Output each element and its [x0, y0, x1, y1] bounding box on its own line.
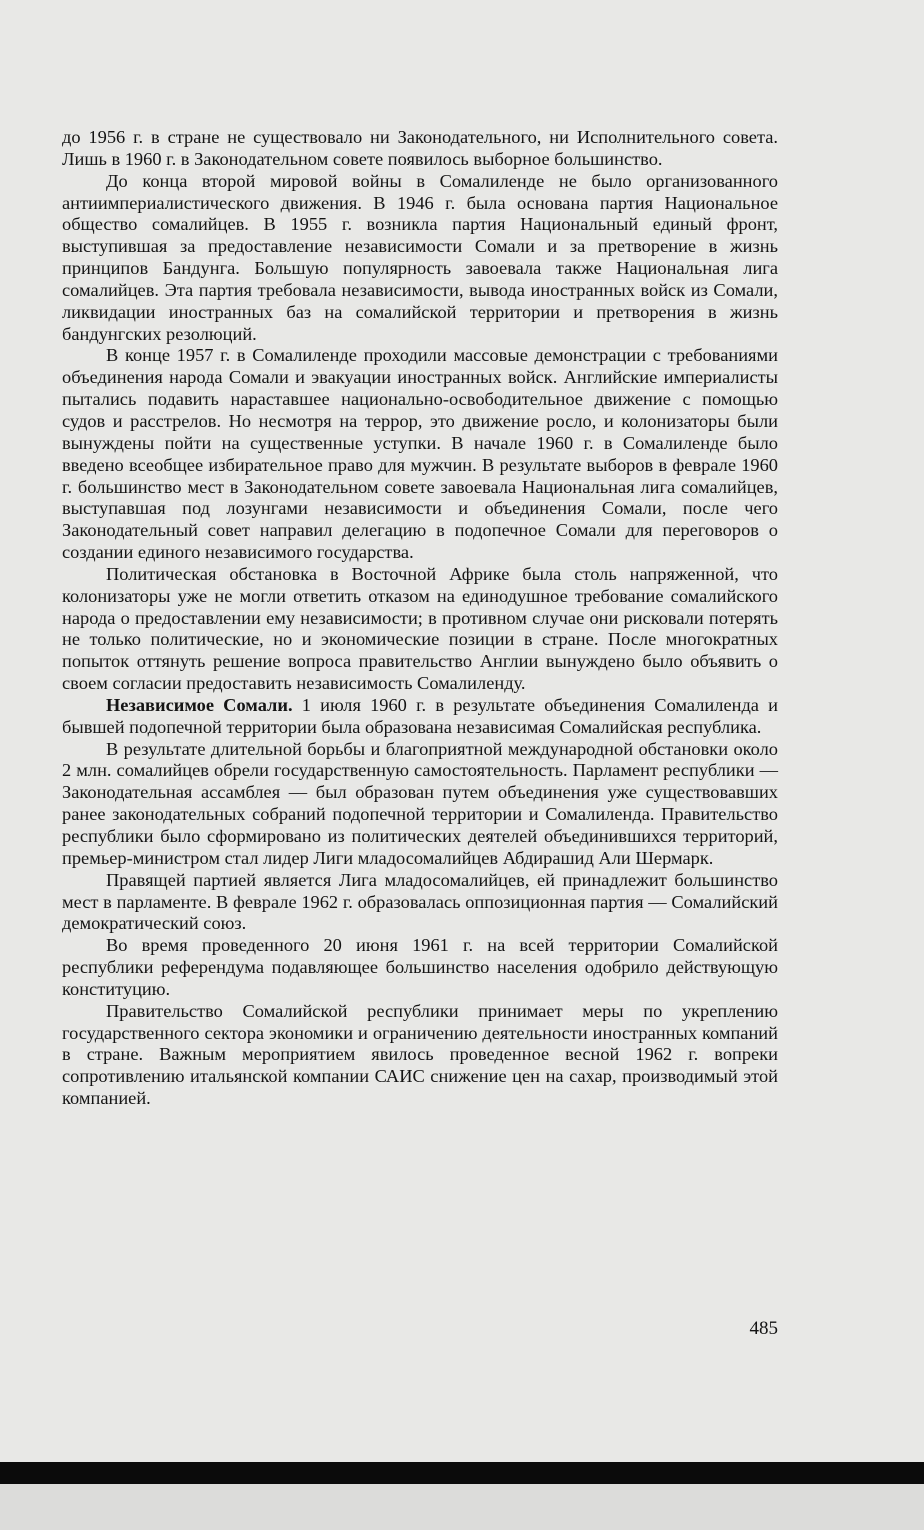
scan-bottom-margin: [0, 1484, 924, 1530]
paragraph: Правящей партией является Лига младосомалийцев, ей принадлежит большинство мест в парламенте. В феврале 1962 г. образовалась оппозиционная партия — Сомалийский демократический союз.: [62, 869, 778, 934]
section-paragraph: [62, 695, 778, 739]
section-heading: Независимое Сомали.: [106, 694, 293, 715]
scan-edge-shadow: [0, 1462, 924, 1484]
paragraph: До конца второй мировой войны в Сомалиленде не было организованного антиимпериалистического движения. В 1946 г. была основана партия Национальное общество сомалийцев. В 1955 г. возникла партия Национальный единый фронт, выступившая за предоставление независимости Сомали и за претворение в жизнь принципов Бандунга. Большую популярность завоевала также Национальная лига сомалийцев. Эта партия требовала независимости, вывода иностранных войск из Сомали, ликвидации иностранных баз на сомалийской территории и претворения в жизнь бандунгских резолюций.: [62, 170, 778, 344]
body-text: [62, 127, 778, 1110]
paragraph: В результате длительной борьбы и благоприятной международной обстановки около 2 млн. сомалийцев обрели государственную самостоятельность. Парламент республики — Законодательная ассамблея — был образован путем объединения уже существовавших ранее законодательных собраний подопечной территории и Сомалиленда. Правительство республики было сформировано из политических деятелей объединившихся территорий, премьер-министром стал лидер Лиги младосомалийцев Абдирашид Али Шермарк.: [62, 738, 778, 868]
paragraph-continuation: до 1956 г. в стране не существовало ни Законодательного, ни Исполнительного совета. Лишь в 1960 г. в Законодательном совете появилось выборное большинство.: [62, 127, 778, 169]
paragraph: Политическая обстановка в Восточной Африке была столь напряженной, что колонизаторы уже не могли ответить отказом на единодушное требование сомалийского народа о предоставлении ему независимости; в противном случае они рисковали потерять не только политические, но и экономические позиции в стране. После многократных попыток оттянуть решение вопроса правительство Англии вынуждено было объявить о своем согласии предоставить независимость Сомалиленду.: [62, 563, 778, 694]
page-number: 485: [749, 1318, 778, 1339]
paragraph: Правительство Сомалийской республики принимает меры по укреплению государственного сектора экономики и ограничению деятельности иностранных компаний в стране. Важным мероприятием явилось проведенное весной 1962 г. вопреки сопротивлению итальянской компании САИС снижение цен на сахар, производимый этой компанией.: [62, 1000, 778, 1109]
paragraph: Во время проведенного 20 июня 1961 г. на всей территории Сомалийской республики референдума подавляющее большинство населения одобрило действующую конституцию.: [62, 935, 778, 999]
paragraph: В конце 1957 г. в Сомалиленде проходили массовые демонстрации с требованиями объединения народа Сомали и эвакуации иностранных войск. Английские империалисты пытались подавить нараставшее национально-освободительное движение с помощью судов и расстрелов. Но несмотря на террор, это движение росло, и колонизаторы были вынуждены пойти на существенные уступки. В начале 1960 г. в Сомалиленде было введено всеобщее избирательное право для мужчин. В результате выборов в феврале 1960 г. большинство мест в Законодательном совете завоевала Национальная лига сомалийцев, выступавшая под лозунгами независимости и объединения Сомали, после чего Законодательный совет направил делегацию в подопечное Сомали для переговоров о создании единого независимого государства.: [62, 345, 778, 563]
section-paragraph-text: 1 июля 1960 г. в результате объединения Сомалиленда и бывшей подопечной территории была образована независимая Сомалийская республика.: [62, 694, 778, 737]
